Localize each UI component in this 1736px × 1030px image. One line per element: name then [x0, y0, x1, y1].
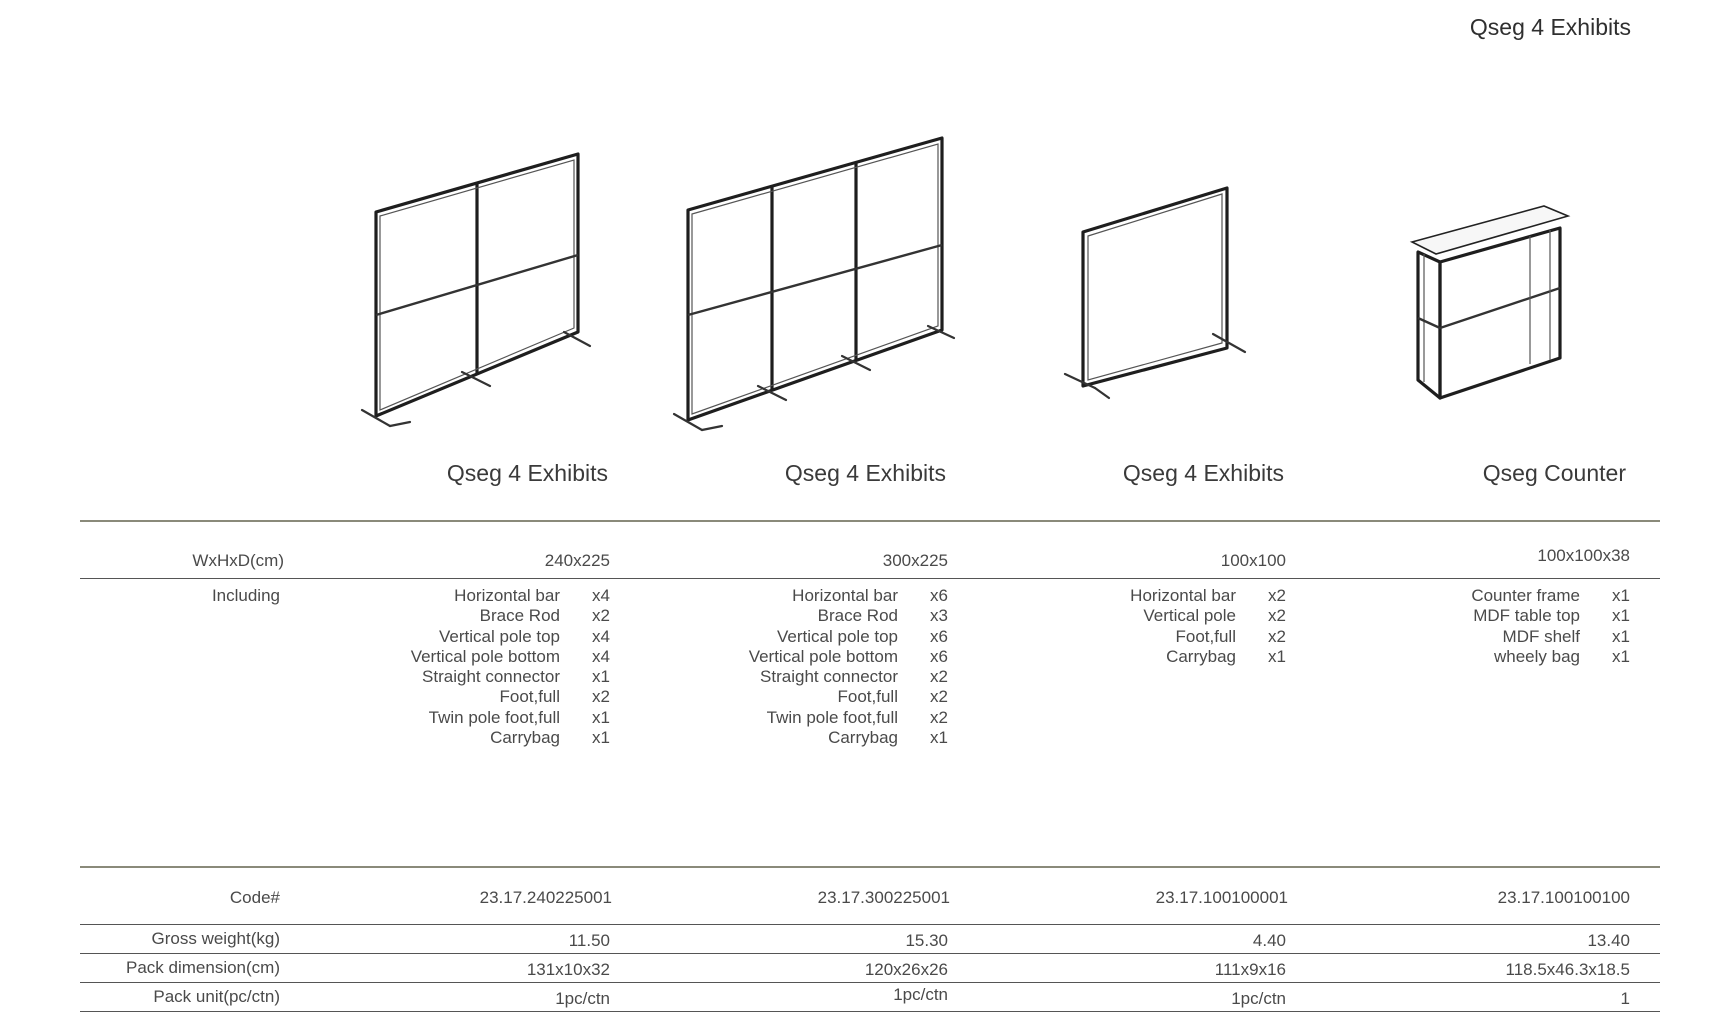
item-name: Vertical pole top — [439, 626, 560, 646]
item-qty: x2 — [1268, 606, 1286, 626]
display-frame-single-image — [1055, 120, 1255, 420]
pack-unit-value: 1pc/ctn — [1231, 989, 1286, 1008]
item-name: Counter frame — [1471, 586, 1580, 605]
code-value: 23.17.300225001 — [817, 888, 950, 907]
page-title: Qseg 4 Exhibits — [1469, 14, 1631, 40]
item-qty: x4 — [592, 626, 610, 646]
list-item — [749, 606, 948, 626]
list-item — [411, 687, 610, 707]
list-item — [1130, 627, 1286, 647]
product-name: Qseg 4 Exhibits — [784, 460, 946, 486]
list-item — [1471, 606, 1630, 626]
frame-outline — [688, 138, 942, 420]
item-qty: x2 — [592, 687, 610, 707]
code-value: 23.17.100100100 — [1497, 888, 1630, 907]
display-frame-2-panel-image — [350, 120, 600, 440]
list-item — [411, 708, 610, 728]
item-qty: x1 — [930, 728, 948, 748]
item-name: Vertical pole bottom — [410, 646, 560, 666]
item-name: Carrybag — [1166, 646, 1236, 666]
item-qty: x2 — [1268, 586, 1286, 605]
divider — [80, 924, 1660, 925]
list-item — [749, 586, 948, 606]
item-name: Brace Rod — [479, 606, 560, 626]
item-name: MDF table top — [1473, 606, 1580, 626]
pack-unit-value: 1pc/ctn — [555, 989, 610, 1008]
item-name: Vertical pole bottom — [748, 646, 898, 666]
list-item — [1471, 627, 1630, 647]
size-value: 300x225 — [882, 551, 948, 570]
item-qty: x2 — [1268, 626, 1286, 646]
pack-dimension-value: 120x26x26 — [864, 960, 948, 979]
item-qty: x2 — [930, 707, 948, 727]
code-value: 23.17.100100001 — [1155, 888, 1288, 907]
frame-outline — [1083, 188, 1227, 386]
list-item — [749, 708, 948, 728]
pack-unit-label: Pack unit(pc/ctn) — [153, 987, 280, 1006]
divider — [80, 1011, 1660, 1012]
gross-weight-value: 4.40 — [1252, 931, 1286, 950]
including-list-2 — [1130, 586, 1286, 667]
list-item — [411, 586, 610, 606]
list-item — [1130, 606, 1286, 626]
item-name: Foot,full — [499, 687, 560, 707]
item-qty: x3 — [930, 606, 948, 626]
list-item — [411, 647, 610, 667]
product-name: Qseg 4 Exhibits — [1122, 460, 1284, 486]
item-name: Carrybag — [828, 728, 898, 748]
item-name: wheely bag — [1493, 646, 1580, 666]
list-item — [411, 627, 610, 647]
divider — [80, 866, 1660, 868]
including-list-0 — [411, 586, 610, 748]
code-label: Code# — [229, 888, 280, 907]
list-item — [1471, 586, 1630, 606]
item-name: Vertical pole top — [777, 626, 898, 646]
item-qty: x4 — [592, 646, 610, 666]
pack-unit-value: 1pc/ctn — [893, 985, 948, 1004]
pack-unit-value: 1 — [1620, 989, 1630, 1008]
list-item — [411, 728, 610, 748]
item-name: Brace Rod — [817, 606, 898, 626]
item-name: Horizontal bar — [454, 586, 560, 605]
product-name: Qseg 4 Exhibits — [446, 460, 608, 486]
list-item — [411, 667, 610, 687]
item-qty: x6 — [930, 646, 948, 666]
list-item — [411, 606, 610, 626]
item-qty: x2 — [592, 606, 610, 626]
item-name: Twin pole foot,full — [428, 707, 560, 727]
pack-dimension-value: 118.5x46.3x18.5 — [1505, 960, 1630, 979]
item-name: Vertical pole — [1143, 606, 1236, 626]
item-qty: x1 — [592, 707, 610, 727]
counter-with-shelf-image — [1400, 120, 1580, 420]
frame-outline — [376, 154, 578, 416]
list-item — [749, 667, 948, 687]
display-frame-3-panel-image — [660, 120, 960, 440]
pack-dimension-value: 111x9x16 — [1214, 960, 1286, 979]
item-qty: x2 — [930, 687, 948, 707]
divider — [80, 953, 1660, 954]
item-name: Horizontal bar — [792, 586, 898, 605]
item-name: Twin pole foot,full — [766, 707, 898, 727]
item-name: Foot,full — [1175, 626, 1236, 646]
product-name: Qseg Counter — [1482, 460, 1626, 486]
item-name: Carrybag — [490, 728, 560, 748]
item-qty: x1 — [1612, 646, 1630, 666]
item-qty: x1 — [592, 728, 610, 748]
item-name: Straight connector — [760, 667, 898, 687]
pack-dimension-value: 131x10x32 — [526, 960, 610, 979]
divider — [80, 578, 1660, 579]
item-name: Foot,full — [837, 687, 898, 707]
including-list-1 — [749, 586, 948, 748]
item-qty: x4 — [592, 586, 610, 605]
list-item — [749, 687, 948, 707]
list-item — [749, 647, 948, 667]
item-qty: x1 — [592, 667, 610, 687]
item-qty: x1 — [1612, 606, 1630, 626]
list-item — [749, 627, 948, 647]
size-value: 100x100 — [1220, 551, 1286, 570]
list-item — [1130, 647, 1286, 667]
item-name: MDF shelf — [1502, 626, 1580, 646]
including-label: Including — [211, 586, 280, 605]
gross-weight-value: 11.50 — [568, 931, 610, 950]
list-item — [1471, 647, 1630, 667]
list-item — [1130, 586, 1286, 606]
gross-weight-value: 15.30 — [905, 931, 948, 950]
size-value: 240x225 — [544, 551, 610, 570]
including-list-3 — [1471, 586, 1630, 667]
code-value: 23.17.240225001 — [479, 888, 612, 907]
item-qty: x1 — [1612, 626, 1630, 646]
list-item — [749, 728, 948, 748]
item-name: Straight connector — [422, 667, 560, 687]
divider — [80, 520, 1660, 522]
gross-weight-label: Gross weight(kg) — [151, 929, 280, 948]
divider — [80, 982, 1660, 983]
item-qty: x2 — [930, 667, 948, 687]
gross-weight-value: 13.40 — [1587, 931, 1630, 950]
pack-dimension-label: Pack dimension(cm) — [126, 958, 280, 977]
counter-frame — [1412, 206, 1568, 398]
item-qty: x6 — [930, 586, 948, 605]
size-label: WxHxD(cm) — [192, 551, 284, 570]
item-qty: x1 — [1612, 586, 1630, 605]
item-qty: x1 — [1268, 646, 1286, 666]
item-name: Horizontal bar — [1130, 586, 1236, 605]
item-qty: x6 — [930, 626, 948, 646]
size-value: 100x100x38 — [1537, 546, 1630, 565]
